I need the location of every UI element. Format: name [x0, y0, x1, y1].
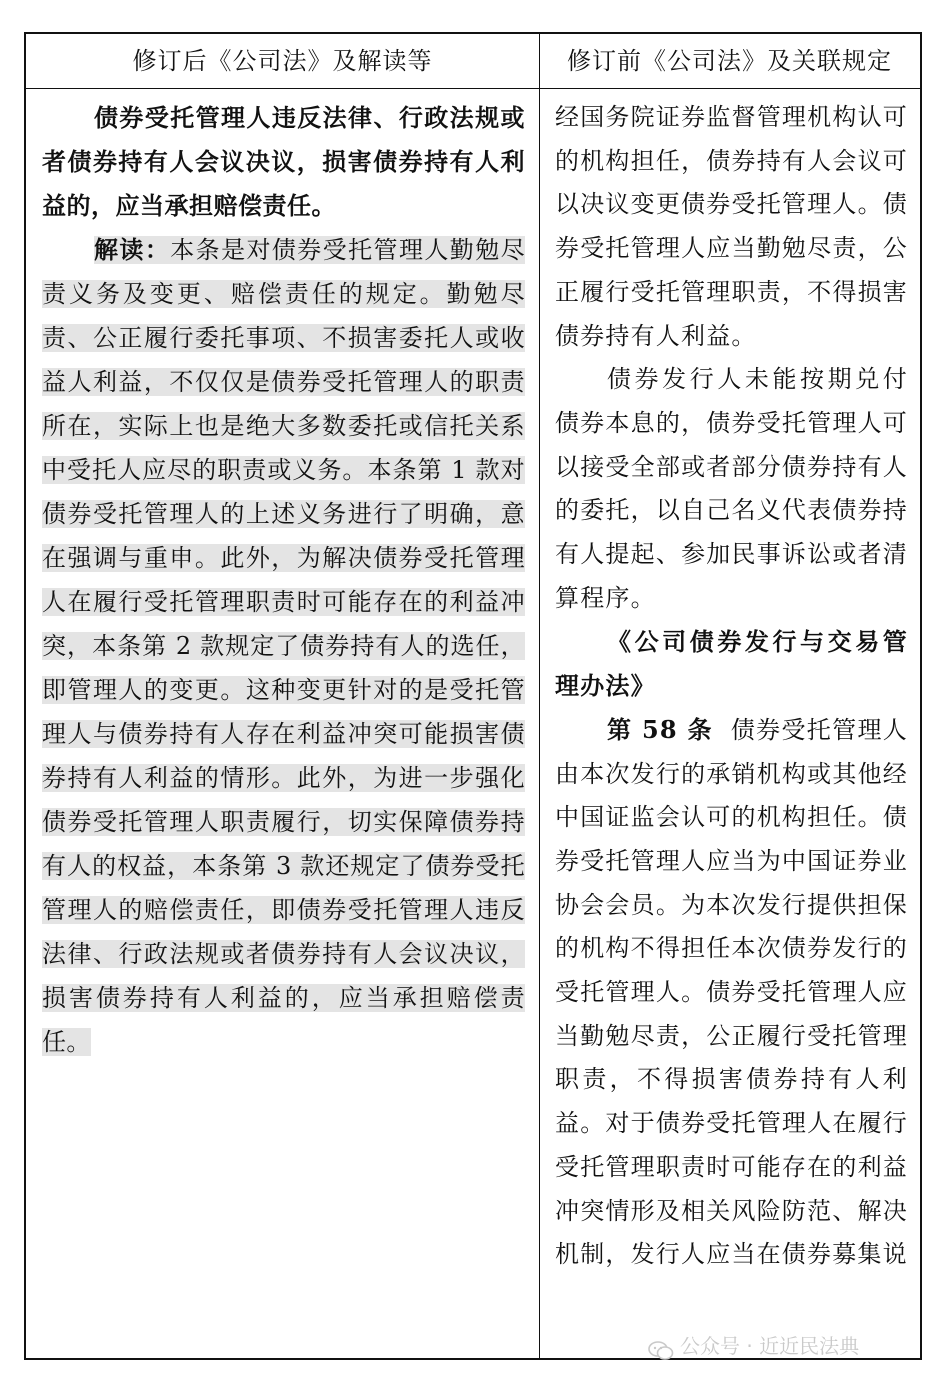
- watermark: [648, 1330, 928, 1362]
- wechat-icon: [648, 1338, 674, 1358]
- interpretation-paragraph: [42, 228, 525, 1064]
- interpretation-highlight: [42, 236, 525, 1056]
- header-previous-law: 修订前《公司法》及关联规定: [567, 47, 892, 75]
- previous-law-paragraph-1: 经国务院证券监督管理机构认可的机构担任，债券持有人会议可以决议变更债券受托管理人。债券受托管理人应当勤勉尽责，公正履行受托管理职责，不得损害债券持有人利益。: [555, 103, 908, 350]
- watermark-text: 公众号 · 近近民法典: [680, 1334, 860, 1358]
- revised-law-column: [26, 88, 539, 1358]
- interpretation-label: 解读：: [94, 235, 171, 264]
- comparison-table: [24, 32, 922, 1360]
- article-number: 第 58 条: [607, 714, 713, 744]
- header-revised-law: 修订后《公司法》及解读等: [132, 47, 433, 75]
- article-text: 债券受托管理人由本次发行的承销机构或其他经中国证监会认可的机构担任。债券受托管理人应当为中国证券业协会会员。为本次发行提供担保的机构不得担任本次债券发行的受托管理人。债券受托管理人应当勤勉尽责，公正履行受托管理职责，不得损害债券持有人利益。对于债券受托管理人在履行受托管理职责时可能存在的利益冲突情形及相关风险防范、解决机制，发行人应当在债券募集说: [555, 715, 908, 1269]
- provision-text: 债券受托管理人违反法律、行政法规或者债券持有人会议决议，损害债券持有人利益的，应当承担赔偿责任。: [42, 103, 525, 220]
- table-header-row: [26, 34, 920, 89]
- interpretation-text: 本条是对债券受托管理人勤勉尽责义务及变更、赔偿责任的规定。勤勉尽责、公正履行委托事项、不损害委托人或收益人利益，不仅仅是债券受托管理人的职责所在，实际上也是绝大多数委托或信托关系中受托人应尽的职责或义务。本条第 1 款对债券受托管理人的上述义务进行了明确，意在强调与重申。此外，为解决债券受托管理人在履行受托管理职责时可能存在的利益冲突，本条第 2 款规定了债券持有人的选任，即管理人的变更。这种变更针对的是受托管理人与债券持有人存在利益冲突可能损害债券持有人利益的情形。此外，为进一步强化债券受托管理人职责履行，切实保障债券持有人的权益，本条第 3 款还规定了债券受托管理人的赔偿责任，即债券受托管理人违反法律、行政法规或者债券持有人会议决议，损害债券持有人利益的，应当承担赔偿责任。: [42, 236, 526, 1056]
- article-58-paragraph: [555, 708, 908, 1277]
- previous-law-paragraph-2: 债券发行人未能按期兑付债券本息的，债券受托管理人可以接受全部或者部分债券持有人的委托，以自己名义代表债券持有人提起、参加民事诉讼或者清算程序。: [555, 365, 908, 612]
- previous-law-column: [540, 88, 920, 1358]
- regulation-title: 《公司债券发行与交易管理办法》: [555, 627, 908, 701]
